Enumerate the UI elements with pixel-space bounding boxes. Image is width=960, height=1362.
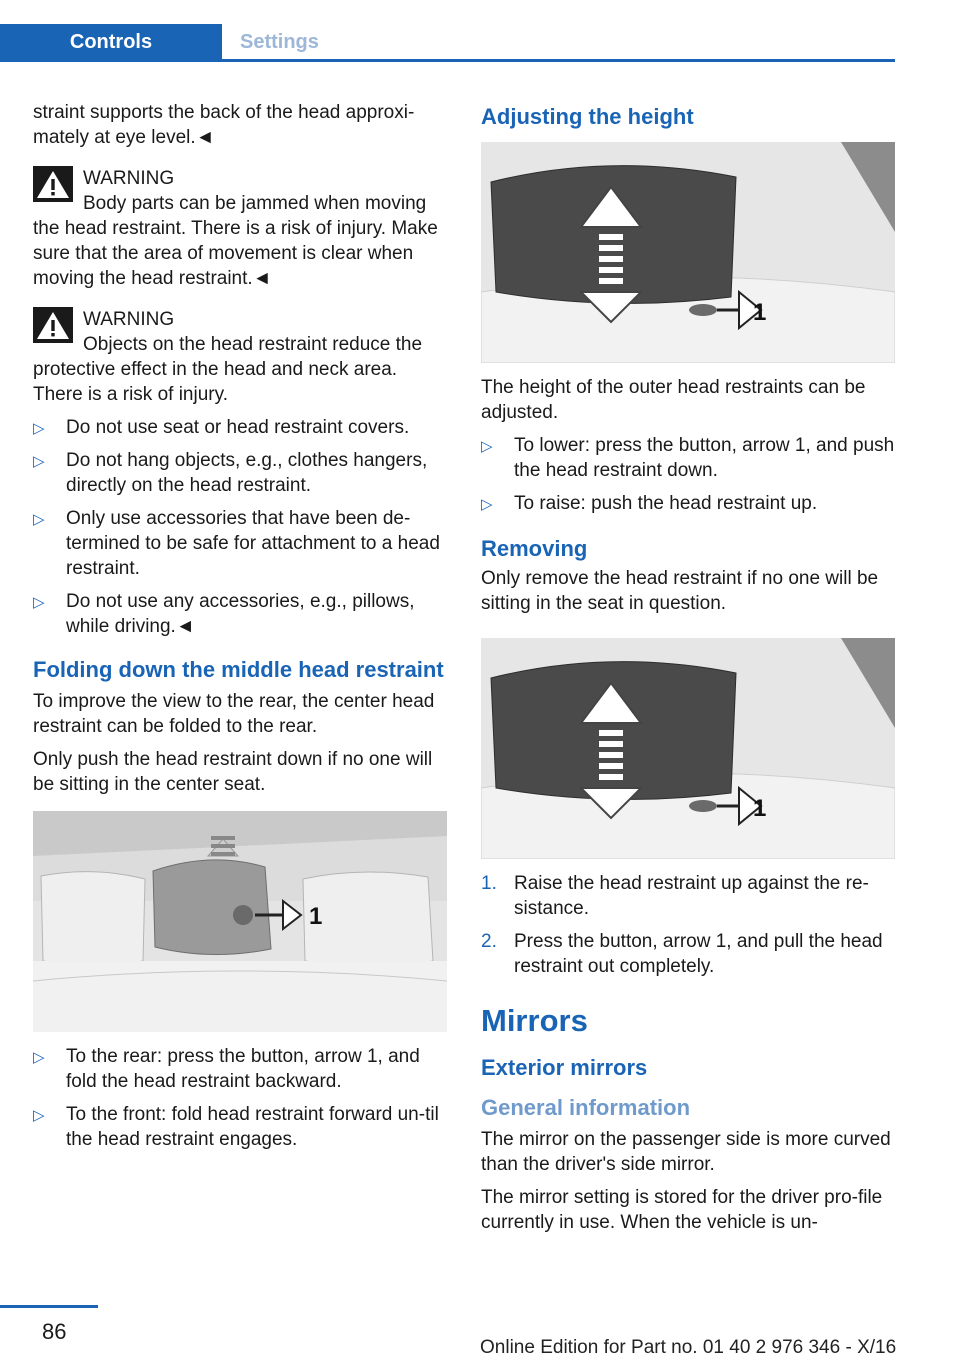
- height-heading: Adjusting the height: [481, 104, 694, 129]
- list-item: ▷ Only use accessories that have been de-termined to be safe for attachment to a head restraint.: [33, 508, 440, 579]
- general-paragraph-1: The mirror on the passenger side is more curved than the driver's side mirror.: [481, 1129, 891, 1175]
- list-item: ▷ Do not use any accessories, e.g., pillows, while driving.◄: [33, 591, 415, 637]
- warning-block-2: [33, 305, 447, 407]
- triangle-bullet-icon: ▷: [33, 511, 45, 528]
- folding-heading: Folding down the middle head restraint: [33, 657, 444, 682]
- right-column: [481, 100, 895, 1243]
- general-information-heading: General information: [481, 1095, 691, 1120]
- footer-rule: [0, 1305, 98, 1308]
- chapter-tabbar: [0, 24, 895, 62]
- removing-steps: [481, 871, 895, 979]
- step-number: 1.: [481, 873, 497, 894]
- folding-paragraph-2: Only push the head restraint down if no one will be sitting in the center seat.: [33, 749, 433, 795]
- warning-block-1: [33, 164, 447, 291]
- folding-paragraph-1: To improve the view to the rear, the center head restraint can be folded to the rear.: [33, 691, 435, 737]
- head-restraint-height-figure: [481, 142, 895, 363]
- figure-callout-label: 1: [753, 795, 767, 822]
- rear-seat-folding-figure: [33, 811, 447, 1032]
- warning-title: WARNING: [83, 168, 175, 189]
- general-paragraph-2: The mirror setting is stored for the driver pro-file currently in use. When the vehicle is un-: [481, 1187, 883, 1233]
- left-column: [33, 100, 447, 1160]
- warning-triangle-icon: [33, 166, 73, 202]
- removing-heading: Removing: [481, 536, 588, 561]
- triangle-bullet-icon: ▷: [481, 496, 493, 513]
- mirrors-heading: Mirrors: [481, 1003, 588, 1038]
- triangle-bullet-icon: ▷: [33, 1049, 45, 1066]
- triangle-bullet-icon: ▷: [33, 420, 45, 437]
- tab-settings[interactable]: Settings: [240, 30, 319, 53]
- warning-triangle-icon: [33, 307, 73, 343]
- height-paragraph: The height of the outer head restraints can be adjusted.: [481, 377, 866, 423]
- list-item: ▷ To the front: fold head restraint forward un-til the head restraint engages.: [33, 1104, 439, 1150]
- page-number: 86: [42, 1319, 67, 1344]
- edition-note: Online Edition for Part no. 01 40 2 976 346 - X/16: [480, 1337, 897, 1358]
- list-item: ▷ Do not use seat or head restraint covers.: [33, 415, 447, 440]
- figure-callout-label: 1: [753, 299, 767, 326]
- head-restraint-removal-figure: [481, 638, 895, 859]
- step-number: 2.: [481, 931, 497, 952]
- warning-title: WARNING: [83, 309, 175, 330]
- tab-controls[interactable]: Controls: [0, 24, 222, 60]
- triangle-bullet-icon: ▷: [33, 1107, 45, 1124]
- warning-text: Body parts can be jammed when moving the head restraint. There is a risk of injury. Make sure that the area of movement is clear when moving the head restraint.◄: [33, 193, 438, 289]
- triangle-bullet-icon: ▷: [33, 594, 45, 611]
- list-item: 1. Raise the head restraint up against the re-sistance.: [481, 873, 869, 919]
- warning-list: [33, 415, 447, 639]
- warning-text: Objects on the head restraint reduce the protective effect in the head and neck area. There is a risk of injury.: [33, 334, 423, 405]
- list-item: ▷ To raise: push the head restraint up.: [481, 491, 895, 516]
- triangle-bullet-icon: ▷: [481, 438, 493, 455]
- list-item: ▷ To lower: press the button, arrow 1, and push the head restraint down.: [481, 435, 895, 481]
- removing-paragraph: Only remove the head restraint if no one will be sitting in the seat in question.: [481, 568, 879, 614]
- triangle-bullet-icon: ▷: [33, 453, 45, 470]
- list-item: ▷ Do not hang objects, e.g., clothes hangers, directly on the head restraint.: [33, 450, 428, 496]
- exterior-mirrors-heading: Exterior mirrors: [481, 1055, 648, 1080]
- figure-callout-label: 1: [309, 903, 323, 930]
- intro-paragraph: straint supports the back of the head approxi-mately at eye level.◄: [33, 102, 415, 148]
- height-list: [481, 433, 895, 516]
- list-item: ▷ To the rear: press the button, arrow 1, and fold the head restraint backward.: [33, 1046, 420, 1092]
- list-item: 2. Press the button, arrow 1, and pull the head restraint out completely.: [481, 931, 883, 977]
- folding-list: [33, 1044, 447, 1152]
